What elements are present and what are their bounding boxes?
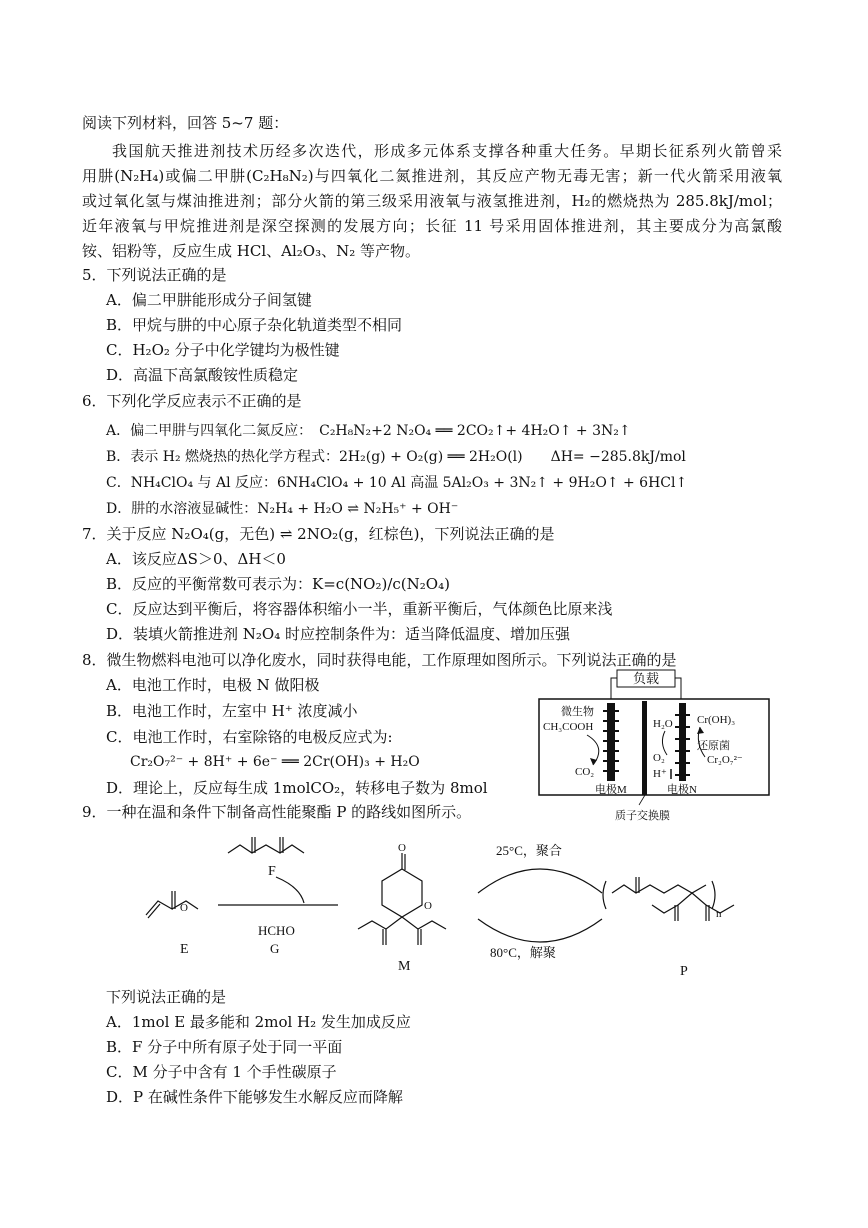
label-f: F [268,864,276,879]
reducer-bacteria-label: 还原菌 [697,740,730,752]
question-6-option-c: C．NH₄ClO₄ 与 Al 反应：6NH₄ClO₄ + 10 Al 高温 5Al₂O₃ + 3N₂↑ + 9H₂O↑ + 6HCl↑ [106,475,688,491]
question-7-option-d: D．装填火箭推进剂 N₂O₄ 时应控制条件为：适当降低温度、增加压强 [106,625,571,643]
question-8-equation: Cr₂O₇²⁻ + 8H⁺ + 6e⁻ ══ 2Cr(OH)₃ + H₂O [130,754,420,770]
question-5-option-a: A．偏二甲肼能形成分子间氢键 [106,291,312,309]
label-g: G [270,941,280,956]
passage-line: 近年液氧与甲烷推进剂是深空探测的发展方向；长征 11 号采用固体推进剂，其主要成分为高氯酸 [82,217,782,235]
forward-arrow [478,869,602,893]
question-9-option-b: B．F 分子中所有原子处于同一平面 [106,1038,343,1056]
forward-condition: 25°C，聚合 [496,843,562,858]
dichromate-label: Cr₂O₇²⁻ [707,754,743,766]
proton-membrane [642,701,647,795]
label-m: M [398,959,411,974]
intro-text: 阅读下列材料，回答 5~7 题： [82,114,289,132]
synthesis-scheme [140,825,760,990]
passage-line: 用肼(N₂H₄)或偏二甲肼(C₂H₈N₂)与四氧化二氮推进剂，其反应产物无毒无害；新一代火箭采用液氧 [82,167,782,185]
question-5-option-c: C．H₂O₂ 分子中化学键均为极性键 [106,341,340,359]
backward-arrow [478,919,602,942]
question-9-sub-stem: 下列说法正确的是 [106,988,227,1006]
passage-line: 铵、铝粉等，反应生成 HCl、Al₂O₃、N₂ 等产物。 [82,242,420,260]
question-7-stem: 7．关于反应 N₂O₄(g，无色) ⇌ 2NO₂(g，红棕色)，下列说法正确的是 [82,525,555,543]
question-5-option-d: D．高温下高氯酸铵性质稳定 [106,366,299,384]
question-8-option-d: D．理论上，反应每生成 1molCO₂，转移电子数为 8mol [106,779,488,797]
question-8-option-b: B．电池工作时，左室中 H⁺ 浓度减小 [106,702,358,720]
chromium-hydroxide-label: Cr(OH)₃ [697,714,736,726]
question-5-stem: 5．下列说法正确的是 [82,266,227,284]
load-label: 负载 [632,671,660,686]
proton-label: H⁺ [653,768,667,780]
question-6-option-a: A．偏二甲肼与四氧化二氮反应： C₂H₈N₂+2 N₂O₄ ══ 2CO₂↑+ 4H₂O↑ + 3N₂↑ [106,423,631,439]
backward-condition: 80°C，解聚 [490,945,556,960]
molecule-f [228,845,304,853]
question-9-option-c: C．M 分子中含有 1 个手性碳原子 [106,1063,337,1081]
microbe-label: 微生物 [561,706,594,718]
question-9-option-a: A．1mol E 最多能和 2mol H₂ 发生加成反应 [106,1013,411,1031]
atom-o: O [180,902,188,914]
passage-line: 或过氧化氢与煤油推进剂；部分火箭的第三级采用液氧与液氢推进剂，H₂的燃烧热为 285.8kJ/mol； [82,192,782,210]
co2-label: CO₂ [575,766,595,778]
left-wire [611,678,617,699]
water-label: H₂O [653,718,673,730]
question-8-option-c: C．电池工作时，右室除铬的电极反应式为: [106,728,393,746]
question-8-stem: 8．微生物燃料电池可以净化废水，同时获得电能，工作原理如图所示。下列说法正确的是 [82,651,677,669]
label-hcho: HCHO [258,923,295,938]
question-6-stem: 6．下列化学反应表示不正确的是 [82,392,302,410]
question-9-option-d: D．P 在碱性条件下能够发生水解反应而降解 [106,1088,403,1106]
label-e: E [180,942,189,957]
electrode-n-label: 电极N [667,784,697,796]
electrode-m-label: 电极M [595,784,627,796]
question-6-option-d: D．肼的水溶液显碱性：N₂H₄ + H₂O ⇌ N₂H₅⁺ + OH⁻ [106,501,459,517]
label-p: P [680,964,688,979]
question-7-option-b: B．反应的平衡常数可表示为：K=c(NO₂)/c(N₂O₄) [106,575,450,593]
atom-o: O [398,842,406,854]
molecule-m [382,869,422,917]
right-wire [675,678,681,699]
fuel-cell-diagram [535,665,775,825]
molecule-p [603,881,606,909]
question-7-option-a: A．该反应ΔS＞0、ΔH＜0 [106,550,286,568]
acetic-acid-label: CH₃COOH [543,721,594,733]
repeat-n: n [716,908,722,920]
oxygen-label: O₂ [653,752,665,764]
question-7-option-c: C．反应达到平衡后，将容器体积缩小一半，重新平衡后，气体颜色比原来浅 [106,600,613,618]
question-9-stem: 9．一种在温和条件下制备高性能聚酯 P 的路线如图所示。 [82,803,472,821]
question-6-option-b: B．表示 H₂ 燃烧热的热化学方程式：2H₂(g) + O₂(g) ══ 2H₂O(l) ΔH= −285.8kJ/mol [106,449,686,465]
atom-o: O [424,900,432,912]
membrane-label: 质子交换膜 [615,810,670,822]
passage-line: 我国航天推进剂技术历经多次迭代，形成多元体系支撑各种重大任务。早期长征系列火箭曾采 [112,142,782,160]
question-8-option-a: A．电池工作时，电极 N 做阳极 [106,676,320,694]
molecule-e [146,891,172,915]
question-5-option-b: B．甲烷与肼的中心原子杂化轨道类型不相同 [106,316,403,334]
